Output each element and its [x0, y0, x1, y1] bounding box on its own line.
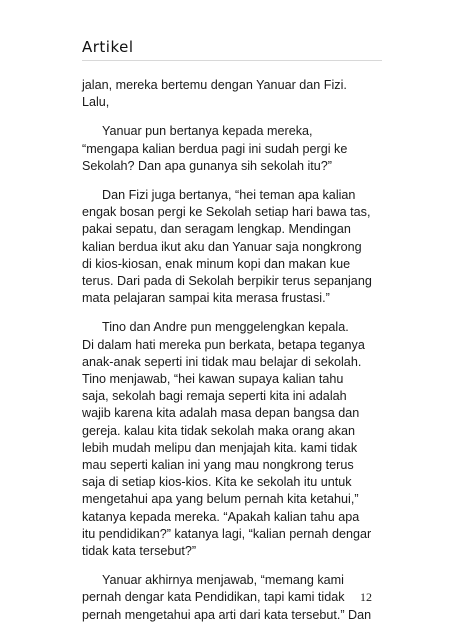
paragraph: [82, 123, 392, 175]
paragraph: [82, 572, 392, 624]
text-line: pakai sepatu, dan seragam lengkap. Mendingan: [82, 222, 351, 237]
text-line: mengetahui apa yang belum pernah kita ketahui,”: [82, 492, 359, 507]
page-number: 12: [360, 590, 372, 604]
text-line: mau seperti kalian ini yang mau nongkrong terus: [82, 458, 354, 473]
text-line: Yanuar pun bertanya kepada mereka,: [102, 124, 313, 139]
text-line: saja di setiap kios-kios. Kita ke sekolah itu untuk: [82, 475, 352, 490]
text-line: Lalu,: [82, 95, 110, 110]
text-line: di kios-kiosan, enak minum kopi dan makan kue: [82, 256, 351, 271]
text-line: gereja. kalau kita tidak sekolah maka orang akan: [82, 423, 356, 438]
article-body: [82, 77, 392, 636]
text-line: saja, sekolah bagi remaja seperti kita ini adalah: [82, 389, 347, 404]
text-line: mata pelajaran sampai kita merasa frustasi.”: [82, 291, 330, 306]
text-line: Tino dan Andre pun menggelengkan kepala.: [102, 320, 349, 335]
text-line: Di dalam hati mereka pun berkata, betapa teganya: [82, 337, 365, 352]
text-line: katanya kepada mereka. “Apakah kalian tahu apa: [82, 509, 360, 524]
text-line: engak bosan pergi ke Sekolah setiap hari bawa tas,: [82, 205, 371, 220]
text-line: anak-anak seperti ini tidak mau belajar di sekolah.: [82, 354, 362, 369]
text-line: itu pendidikan?” katanya lagi, “kalian pernah dengar: [82, 526, 372, 541]
text-line: jalan, mereka bertemu dengan Yanuar dan Fizi.: [82, 78, 347, 92]
text-line: Tino menjawab, “hei kawan supaya kalian tahu: [82, 372, 344, 387]
text-line: Sekolah? Dan apa gunanya sih sekolah itu?”: [82, 158, 332, 173]
text-line: lebih mudah melipu dan menjajah kita. kami tidak: [82, 440, 358, 455]
text-line: Yanuar akhirnya menjawab, “memang kami: [102, 573, 344, 588]
running-header-title: Artikel: [82, 38, 134, 56]
text-line: kalian berdua ikut aku dan Yanuar saja nongkrong: [82, 239, 362, 254]
text-line: wajib karena kita adalah masa depan bangsa dan: [82, 406, 360, 421]
text-line: pernah dengar kata Pendidikan, tapi kami tidak: [82, 590, 345, 605]
text-line: pernah mengetahui apa arti dari kata tersebut.” Dan: [82, 607, 372, 622]
text-line: tidak kata tersebut?”: [82, 544, 197, 559]
header-divider: [82, 60, 382, 61]
paragraph: [82, 187, 392, 307]
text-line: terus. Dari pada di Sekolah berpikir terus sepanjang: [82, 274, 372, 289]
paragraph: [82, 77, 392, 111]
text-line: “mengapa kalian berdua pagi ini sudah pergi ke: [82, 141, 348, 156]
paragraph: [82, 319, 392, 560]
text-line: Dan Fizi juga bertanya, “hei teman apa kalian: [102, 188, 356, 203]
